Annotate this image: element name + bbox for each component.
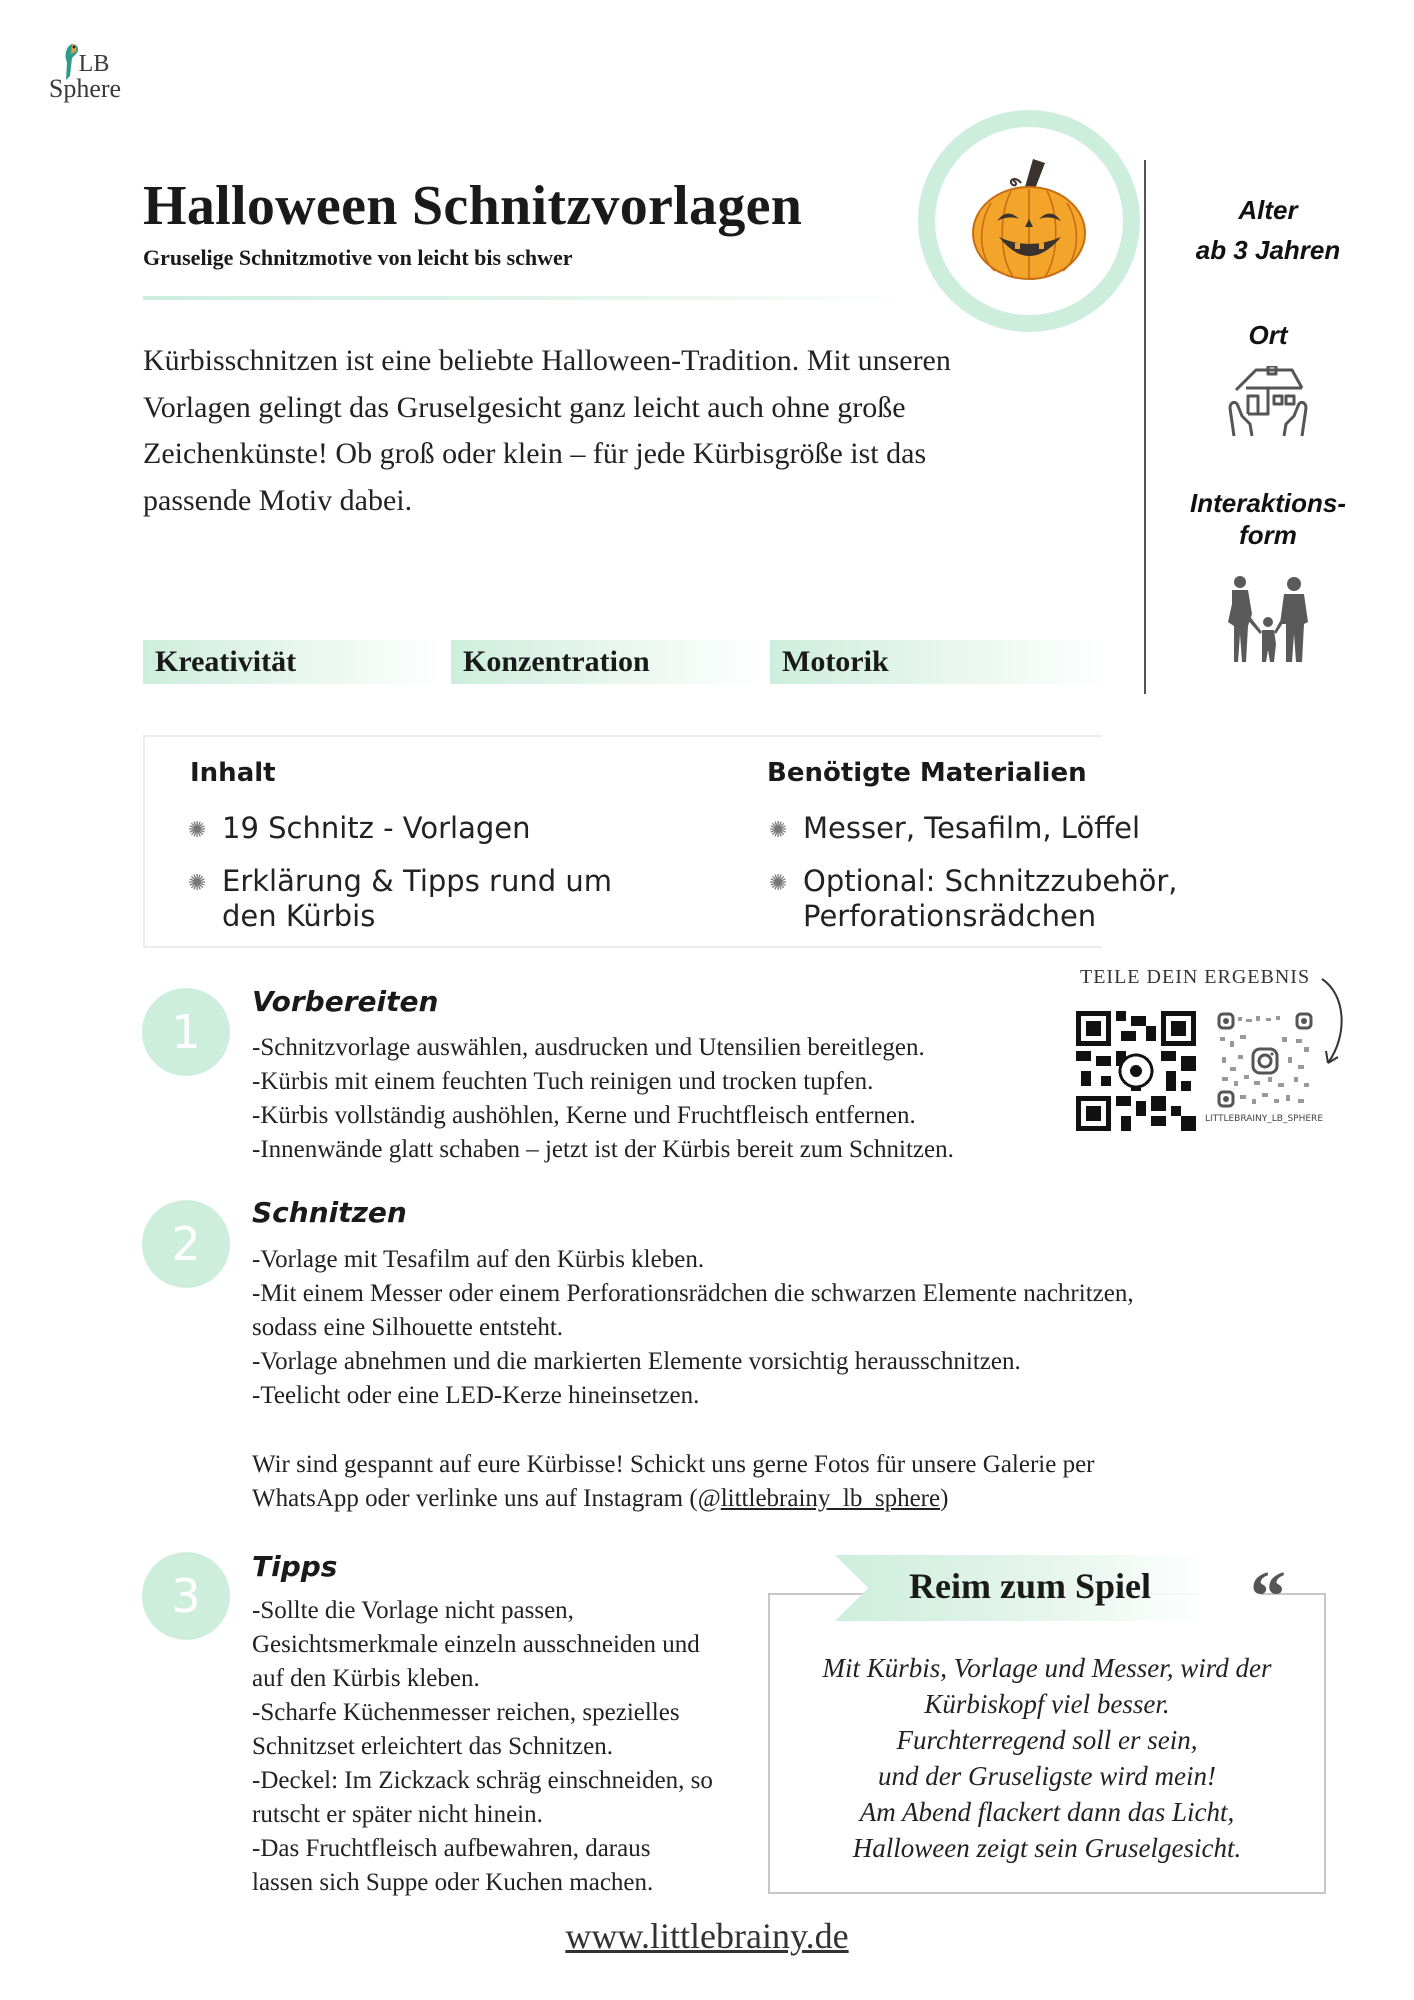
intro-paragraph xyxy=(143,338,1043,524)
page-title: Halloween Schnitzvorlagen xyxy=(143,175,803,237)
pumpkin-icon xyxy=(963,155,1095,280)
website-link[interactable]: www.littlebrainy.de xyxy=(565,1916,849,1956)
instagram-link[interactable]: littlebrainy_lb_sphere xyxy=(720,1485,941,1512)
content-heading: Inhalt xyxy=(190,758,276,788)
gallery-note: Wir sind gespannt auf eure Kürbisse! Schickt uns gerne Fotos für unsere Galerie per WhatsApp oder verlinke uns auf Instagram (@littlebrainy_lb_sphere) xyxy=(252,1451,1095,1512)
bullet-star-icon: ✺ xyxy=(769,818,788,843)
step-3-text: -Sollte die Vorlage nicht passen, Gesichtsmerkmale einzeln ausschneiden und auf den Kürbis kleben. -Scharfe Küchenmesser reichen, spezielles Schnitzset erleichtert das Schnitzen. -Deckel: Im Zickzack schräg einschneiden, so rutscht er später nicht hinein. -Das Fruchtfleisch aufbewahren, daraus lassen sich Suppe oder Kuchen machen. xyxy=(252,1597,713,1896)
title-divider xyxy=(143,296,903,300)
skill-tag-konzentration: Konzentration xyxy=(451,640,761,684)
step-heading-tipps: Tipps xyxy=(252,1550,338,1583)
materials-heading: Benötigte Materialien xyxy=(767,758,1087,788)
bullet-star-icon: ✺ xyxy=(769,871,788,896)
instagram-qr-code[interactable] xyxy=(1216,1011,1314,1111)
step-number-1: 1 xyxy=(142,988,230,1076)
rhyme-poem: Mit Kürbis, Vorlage und Messer, wird der Kürbiskopf viel besser. Furchterregend soll er sein, und der Gruseligste wird mein! Am Abend flackert dann das Licht, Halloween zeigt sein Gruselgesicht. xyxy=(822,1653,1272,1863)
parrot-icon xyxy=(58,42,80,82)
share-label: TEILE DEIN ERGEBNIS xyxy=(1080,966,1311,988)
intro-line: Kürbisschnitzen ist eine beliebte Halloween-Tradition. Mit unseren xyxy=(143,344,951,377)
bullet-star-icon: ✺ xyxy=(188,818,207,843)
home-in-hands-icon xyxy=(1228,366,1308,444)
step-heading-schnitzen: Schnitzen xyxy=(252,1196,407,1229)
family-icon xyxy=(1224,574,1314,664)
place-label: Ort xyxy=(1248,320,1288,350)
interaction-label-line1: Interaktions- xyxy=(1189,488,1347,518)
step-1-text: -Schnitzvorlage auswählen, ausdrucken und Utensilien bereitlegen. -Kürbis mit einem feuchten Tuch reinigen und trocken tupfen. -Kürbis vollständig aushöhlen, Kerne und Fruchtfleisch entfernen. -Innenwände glatt schaben – jetzt ist der Kürbis bereit zum Schnitzen. xyxy=(252,1034,954,1163)
bullet-star-icon: ✺ xyxy=(188,871,207,896)
age-value: ab 3 Jahren xyxy=(1195,235,1341,265)
content-item: ✺ 19 Schnitz - Vorlagen xyxy=(222,811,531,846)
content-item: ✺ Erklärung & Tipps rund um den Kürbis xyxy=(188,864,612,933)
rhyme-title: Reim zum Spiel xyxy=(909,1566,1151,1606)
step-number-3: 3 xyxy=(142,1552,230,1640)
quote-mark-icon: “ xyxy=(1250,1556,1286,1636)
logo xyxy=(40,38,130,116)
logo-text-sphere: Sphere xyxy=(48,74,122,103)
step-number-2: 2 xyxy=(142,1200,230,1288)
intro-line: passende Motiv dabei. xyxy=(143,483,413,517)
page-subtitle: Gruselige Schnitzmotive von leicht bis schwer xyxy=(143,245,573,270)
age-label: Alter xyxy=(1238,195,1298,225)
skill-tag-motorik: Motorik xyxy=(770,640,1110,684)
materials-item: ✺ Messer, Tesafilm, Löffel xyxy=(803,811,1140,846)
intro-line: Vorlagen gelingt das Gruselgesicht ganz leicht auch ohne große xyxy=(143,390,906,424)
curved-arrow-icon xyxy=(1318,975,1348,1070)
sidebar-divider xyxy=(1144,160,1146,694)
interaction-label-line2: form xyxy=(1239,520,1297,550)
materials-item: ✺ Optional: Schnitzzubehör, Perforationsrädchen xyxy=(769,864,1178,933)
skill-tag-kreativitaet: Kreativität xyxy=(143,640,443,684)
whatsapp-qr-code[interactable] xyxy=(1076,1011,1196,1131)
step-2-text: -Vorlage mit Tesafilm auf den Kürbis kleben. -Mit einem Messer oder einem Perforationsrädchen die schwarzen Elemente nachritzen, sodass eine Silhouette entsteht. -Vorlage abnehmen und die markierten Elemente vorsichtig herausschnitzen. -Teelicht oder eine LED-Kerze hineinsetzen. xyxy=(252,1246,1134,1409)
logo-text-lb: LB xyxy=(78,51,110,77)
step-heading-vorbereiten: Vorbereiten xyxy=(252,985,439,1018)
instagram-handle: LITTLEBRAINY_LB_SPHERE xyxy=(1204,1114,1324,1124)
intro-line: Zeichenkünste! Ob groß oder klein – für jede Kürbisgröße ist das xyxy=(143,437,927,470)
